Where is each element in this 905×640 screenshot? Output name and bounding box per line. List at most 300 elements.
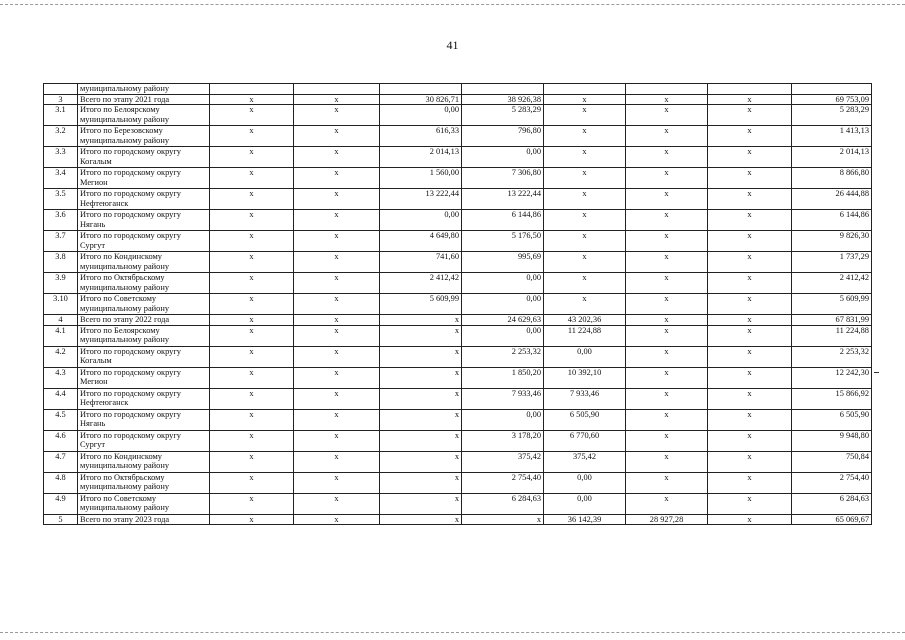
row-name <box>78 168 210 189</box>
row-name-line: Итого по городскому округу <box>80 346 181 356</box>
value-cell: 0,00 <box>544 493 626 514</box>
value-cell: x <box>708 189 792 210</box>
page-top-edge <box>0 4 905 5</box>
table-row <box>44 346 872 367</box>
row-name-line: Сургут <box>80 440 106 449</box>
value-cell: 30 826,71 <box>380 94 462 105</box>
table-row <box>44 388 872 409</box>
value-cell: x <box>626 493 708 514</box>
row-name-line: Итого по городскому округу <box>80 210 181 219</box>
row-name-line: Итого по городскому округу <box>80 147 181 156</box>
row-number: 4.7 <box>44 451 78 472</box>
value-cell: 11 224,88 <box>544 325 626 346</box>
value-cell: x <box>626 325 708 346</box>
value-cell: x <box>210 126 294 147</box>
value-cell: x <box>544 147 626 168</box>
value-cell: x <box>626 409 708 430</box>
value-cell: 6 770,60 <box>544 430 626 451</box>
value-cell: x <box>294 430 380 451</box>
row-name-line: муниципальному району <box>80 84 170 93</box>
value-cell: x <box>708 252 792 273</box>
value-cell: x <box>294 472 380 493</box>
value-cell: x <box>210 105 294 126</box>
value-cell: x <box>380 514 462 525</box>
row-name-line: Нефтеюганск <box>80 198 129 208</box>
value-cell: x <box>626 94 708 105</box>
row-name <box>78 472 210 493</box>
value-cell: x <box>626 189 708 210</box>
value-cell: x <box>294 105 380 126</box>
value-cell: x <box>210 168 294 189</box>
value-cell: 43 202,36 <box>544 315 626 326</box>
value-cell: 5 609,99 <box>792 294 872 315</box>
value-cell: x <box>544 252 626 273</box>
value-cell: 6 505,90 <box>792 409 872 430</box>
value-cell: 12 242,30 <box>792 367 872 388</box>
table-row <box>44 105 872 126</box>
value-cell: 9 948,80 <box>792 430 872 451</box>
value-cell: 375,42 <box>544 451 626 472</box>
value-cell: 5 283,29 <box>792 105 872 126</box>
value-cell: x <box>380 325 462 346</box>
value-cell: x <box>380 346 462 367</box>
margin-mark <box>874 372 879 373</box>
row-name <box>78 315 210 326</box>
value-cell: x <box>380 493 462 514</box>
value-cell: x <box>544 231 626 252</box>
value-cell: x <box>626 252 708 273</box>
row-name-line: Итого по Белоярскому <box>80 325 160 335</box>
table-row <box>44 231 872 252</box>
value-cell: 4 649,80 <box>380 231 462 252</box>
value-cell: 0,00 <box>544 472 626 493</box>
value-cell: 995,69 <box>462 252 544 273</box>
value-cell: x <box>544 294 626 315</box>
value-cell: 0,00 <box>380 210 462 231</box>
value-cell: x <box>708 514 792 525</box>
value-cell: x <box>210 210 294 231</box>
table-row <box>44 84 872 95</box>
value-cell: x <box>708 472 792 493</box>
row-name-line: муниципальному району <box>80 335 170 344</box>
value-cell: x <box>380 409 462 430</box>
row-name <box>78 430 210 451</box>
row-name-line: муниципальному району <box>80 503 170 512</box>
row-number: 4.6 <box>44 430 78 451</box>
value-cell: x <box>380 430 462 451</box>
value-cell: 5 283,29 <box>462 105 544 126</box>
row-name <box>78 105 210 126</box>
value-cell: 7 933,46 <box>462 388 544 409</box>
value-cell: x <box>626 273 708 294</box>
row-name-line: Сургут <box>80 240 106 250</box>
value-cell: 2 014,13 <box>380 147 462 168</box>
table-row <box>44 189 872 210</box>
value-cell: 9 826,30 <box>792 231 872 252</box>
row-name <box>78 84 210 95</box>
value-cell: x <box>294 315 380 326</box>
value-cell: x <box>210 252 294 273</box>
financing-table <box>43 83 872 525</box>
table-row <box>44 210 872 231</box>
value-cell: x <box>544 210 626 231</box>
row-name-line: Всего по этапу 2022 года <box>80 315 170 324</box>
value-cell: x <box>210 147 294 168</box>
row-number: 4.2 <box>44 346 78 367</box>
value-cell: 0,00 <box>462 294 544 315</box>
row-name-line: Итого по Советскому <box>80 294 157 303</box>
table-row <box>44 367 872 388</box>
row-number: 4 <box>44 315 78 326</box>
table-row <box>44 273 872 294</box>
row-name <box>78 409 210 430</box>
row-name-line: Когалым <box>80 156 112 166</box>
value-cell: 1 737,29 <box>792 252 872 273</box>
row-name <box>78 231 210 252</box>
value-cell: 1 413,13 <box>792 126 872 147</box>
value-cell: x <box>708 315 792 326</box>
value-cell: x <box>294 388 380 409</box>
value-cell: 0,00 <box>544 346 626 367</box>
value-cell: x <box>626 126 708 147</box>
value-cell: 2 253,32 <box>462 346 544 367</box>
value-cell: 5 609,99 <box>380 294 462 315</box>
value-cell: 8 866,80 <box>792 168 872 189</box>
row-name-line: муниципальному району <box>80 114 170 124</box>
table-row <box>44 147 872 168</box>
value-cell: x <box>708 325 792 346</box>
row-number: 4.5 <box>44 409 78 430</box>
table-body <box>44 84 872 525</box>
row-number: 5 <box>44 514 78 525</box>
value-cell: 6 284,63 <box>792 493 872 514</box>
value-cell: x <box>210 451 294 472</box>
value-cell: x <box>544 273 626 294</box>
value-cell: 6 284,63 <box>462 493 544 514</box>
value-cell: x <box>544 105 626 126</box>
page-number: 41 <box>446 38 459 52</box>
value-cell: x <box>544 189 626 210</box>
value-cell <box>544 84 626 95</box>
value-cell: 0,00 <box>462 273 544 294</box>
row-name-line: Итого по городскому округу <box>80 430 181 440</box>
value-cell: 6 144,86 <box>462 210 544 231</box>
row-number: 3.2 <box>44 126 78 147</box>
value-cell: 13 222,44 <box>380 189 462 210</box>
value-cell <box>626 84 708 95</box>
value-cell <box>380 84 462 95</box>
value-cell: x <box>210 514 294 525</box>
row-name-line: Итого по Березовскому <box>80 126 163 135</box>
table-row <box>44 514 872 525</box>
value-cell: x <box>380 388 462 409</box>
value-cell: x <box>210 315 294 326</box>
value-cell: x <box>380 315 462 326</box>
row-name-line: Нягань <box>80 219 106 229</box>
row-name-line: Итого по Кондинскому <box>80 252 162 261</box>
value-cell: x <box>210 189 294 210</box>
page-bottom-edge <box>0 632 905 633</box>
value-cell: 11 224,88 <box>792 325 872 346</box>
row-name <box>78 210 210 231</box>
value-cell: x <box>626 210 708 231</box>
row-name <box>78 493 210 514</box>
row-name-line: муниципальному району <box>80 303 170 313</box>
value-cell: 38 926,38 <box>462 94 544 105</box>
row-name-line: муниципальному району <box>80 135 170 145</box>
value-cell: x <box>210 231 294 252</box>
row-name-line: Всего по этапу 2023 года <box>80 514 170 524</box>
row-number: 4.9 <box>44 493 78 514</box>
value-cell: 0,00 <box>462 409 544 430</box>
value-cell: x <box>626 294 708 315</box>
value-cell: x <box>210 273 294 294</box>
value-cell: 0,00 <box>462 325 544 346</box>
value-cell <box>294 84 380 95</box>
value-cell: x <box>294 94 380 105</box>
row-name-line: муниципальному району <box>80 282 170 292</box>
row-name-line: Итого по городскому округу <box>80 388 181 398</box>
table-row <box>44 294 872 315</box>
value-cell: 1 850,20 <box>462 367 544 388</box>
table-row <box>44 430 872 451</box>
row-name <box>78 147 210 168</box>
value-cell: 741,60 <box>380 252 462 273</box>
value-cell: x <box>708 367 792 388</box>
value-cell: 26 444,88 <box>792 189 872 210</box>
table-row <box>44 451 872 472</box>
row-name-line: Итого по городскому округу <box>80 409 181 419</box>
row-number: 3.10 <box>44 294 78 315</box>
table-row <box>44 325 872 346</box>
value-cell: 36 142,39 <box>544 514 626 525</box>
value-cell: x <box>462 514 544 525</box>
row-name-line: Итого по Октябрьскому <box>80 273 165 282</box>
value-cell: x <box>210 430 294 451</box>
value-cell <box>792 84 872 95</box>
row-name-line: Итого по Белоярскому <box>80 105 160 114</box>
value-cell: x <box>544 168 626 189</box>
value-cell: x <box>708 126 792 147</box>
value-cell: 6 144,86 <box>792 210 872 231</box>
value-cell: 0,00 <box>462 147 544 168</box>
value-cell: x <box>708 147 792 168</box>
value-cell: 6 505,90 <box>544 409 626 430</box>
value-cell: x <box>210 367 294 388</box>
value-cell: x <box>626 472 708 493</box>
value-cell: 15 866,92 <box>792 388 872 409</box>
value-cell: x <box>708 231 792 252</box>
value-cell: x <box>708 346 792 367</box>
value-cell: x <box>210 346 294 367</box>
row-name <box>78 346 210 367</box>
value-cell: x <box>294 451 380 472</box>
value-cell: x <box>294 325 380 346</box>
table-row <box>44 472 872 493</box>
table-row <box>44 493 872 514</box>
value-cell: x <box>210 325 294 346</box>
row-number: 3.4 <box>44 168 78 189</box>
row-name-line: муниципальному району <box>80 461 170 470</box>
row-number: 4.1 <box>44 325 78 346</box>
value-cell: 67 831,99 <box>792 315 872 326</box>
row-number: 3 <box>44 94 78 105</box>
value-cell: 2 754,40 <box>792 472 872 493</box>
table-row <box>44 94 872 105</box>
value-cell: x <box>708 388 792 409</box>
value-cell: 65 069,67 <box>792 514 872 525</box>
row-name-line: Итого по городскому округу <box>80 168 181 177</box>
row-name-line: Нягань <box>80 419 106 428</box>
value-cell: x <box>294 367 380 388</box>
value-cell: x <box>210 409 294 430</box>
row-name <box>78 388 210 409</box>
value-cell: x <box>380 367 462 388</box>
value-cell: x <box>210 388 294 409</box>
row-number: 4.3 <box>44 367 78 388</box>
table-row <box>44 252 872 273</box>
value-cell: 24 629,63 <box>462 315 544 326</box>
row-name-line: Мегион <box>80 177 108 187</box>
value-cell: x <box>626 147 708 168</box>
row-name-line: Итого по городскому округу <box>80 189 181 198</box>
value-cell: x <box>294 126 380 147</box>
table-row <box>44 126 872 147</box>
value-cell: x <box>294 252 380 273</box>
value-cell: x <box>210 294 294 315</box>
value-cell: 13 222,44 <box>462 189 544 210</box>
value-cell: 7 306,80 <box>462 168 544 189</box>
value-cell: 2 412,42 <box>380 273 462 294</box>
value-cell: x <box>210 94 294 105</box>
value-cell: 375,42 <box>462 451 544 472</box>
value-cell: x <box>708 94 792 105</box>
row-name <box>78 94 210 105</box>
value-cell: x <box>708 168 792 189</box>
value-cell: x <box>626 346 708 367</box>
row-name-line: Итого по Советскому <box>80 493 157 503</box>
value-cell: 796,80 <box>462 126 544 147</box>
value-cell: x <box>544 94 626 105</box>
value-cell: x <box>626 168 708 189</box>
value-cell <box>708 84 792 95</box>
value-cell: x <box>294 189 380 210</box>
value-cell: 616,33 <box>380 126 462 147</box>
row-number: 3.8 <box>44 252 78 273</box>
value-cell: x <box>708 105 792 126</box>
value-cell: 0,00 <box>380 105 462 126</box>
value-cell: x <box>626 105 708 126</box>
row-name-line: Мегион <box>80 377 108 386</box>
row-number: 3.6 <box>44 210 78 231</box>
value-cell: x <box>294 346 380 367</box>
value-cell: x <box>294 273 380 294</box>
value-cell: 2 754,40 <box>462 472 544 493</box>
table-row <box>44 168 872 189</box>
value-cell <box>210 84 294 95</box>
row-name-line: Итого по Октябрьскому <box>80 472 165 482</box>
row-name <box>78 514 210 525</box>
value-cell: 2 253,32 <box>792 346 872 367</box>
row-name <box>78 189 210 210</box>
value-cell <box>462 84 544 95</box>
value-cell: x <box>626 388 708 409</box>
row-name <box>78 451 210 472</box>
row-name <box>78 325 210 346</box>
row-name-line: Итого по городскому округу <box>80 231 181 240</box>
row-name <box>78 367 210 388</box>
value-cell: x <box>294 294 380 315</box>
value-cell: x <box>708 451 792 472</box>
value-cell: x <box>294 514 380 525</box>
value-cell: 7 933,46 <box>544 388 626 409</box>
row-name-line: Итого по городскому округу <box>80 367 181 377</box>
row-name <box>78 273 210 294</box>
value-cell: 28 927,28 <box>626 514 708 525</box>
row-name-line: муниципальному району <box>80 482 170 491</box>
value-cell: x <box>626 430 708 451</box>
value-cell: 69 753,09 <box>792 94 872 105</box>
table-row <box>44 409 872 430</box>
value-cell: x <box>294 493 380 514</box>
row-name-line: Когалым <box>80 356 112 365</box>
row-name-line: муниципальному району <box>80 261 170 271</box>
row-number: 3.9 <box>44 273 78 294</box>
row-number: 3.5 <box>44 189 78 210</box>
value-cell: x <box>294 168 380 189</box>
row-name <box>78 252 210 273</box>
value-cell: x <box>708 210 792 231</box>
row-number: 4.4 <box>44 388 78 409</box>
value-cell: 750,84 <box>792 451 872 472</box>
row-name-line: Всего по этапу 2021 года <box>80 94 170 104</box>
value-cell: x <box>708 409 792 430</box>
value-cell: x <box>708 430 792 451</box>
value-cell: 10 392,10 <box>544 367 626 388</box>
value-cell: x <box>294 210 380 231</box>
row-number <box>44 84 78 95</box>
value-cell: x <box>380 472 462 493</box>
value-cell: x <box>626 451 708 472</box>
value-cell: x <box>626 367 708 388</box>
table-row <box>44 315 872 326</box>
value-cell: x <box>708 493 792 514</box>
value-cell: 2 014,13 <box>792 147 872 168</box>
value-cell: x <box>708 294 792 315</box>
value-cell: x <box>210 493 294 514</box>
row-number: 3.1 <box>44 105 78 126</box>
value-cell: 3 178,20 <box>462 430 544 451</box>
row-number: 3.7 <box>44 231 78 252</box>
value-cell: x <box>294 409 380 430</box>
row-name <box>78 294 210 315</box>
row-number: 3.3 <box>44 147 78 168</box>
row-name-line: Нефтеюганск <box>80 398 129 407</box>
value-cell: x <box>708 273 792 294</box>
row-name-line: Итого по Кондинскому <box>80 451 162 461</box>
value-cell: x <box>294 231 380 252</box>
value-cell: x <box>380 451 462 472</box>
value-cell: 2 412,42 <box>792 273 872 294</box>
value-cell: x <box>626 315 708 326</box>
value-cell: x <box>294 147 380 168</box>
value-cell: x <box>626 231 708 252</box>
value-cell: x <box>210 472 294 493</box>
value-cell: 5 176,50 <box>462 231 544 252</box>
row-number: 4.8 <box>44 472 78 493</box>
value-cell: 1 560,00 <box>380 168 462 189</box>
row-name <box>78 126 210 147</box>
